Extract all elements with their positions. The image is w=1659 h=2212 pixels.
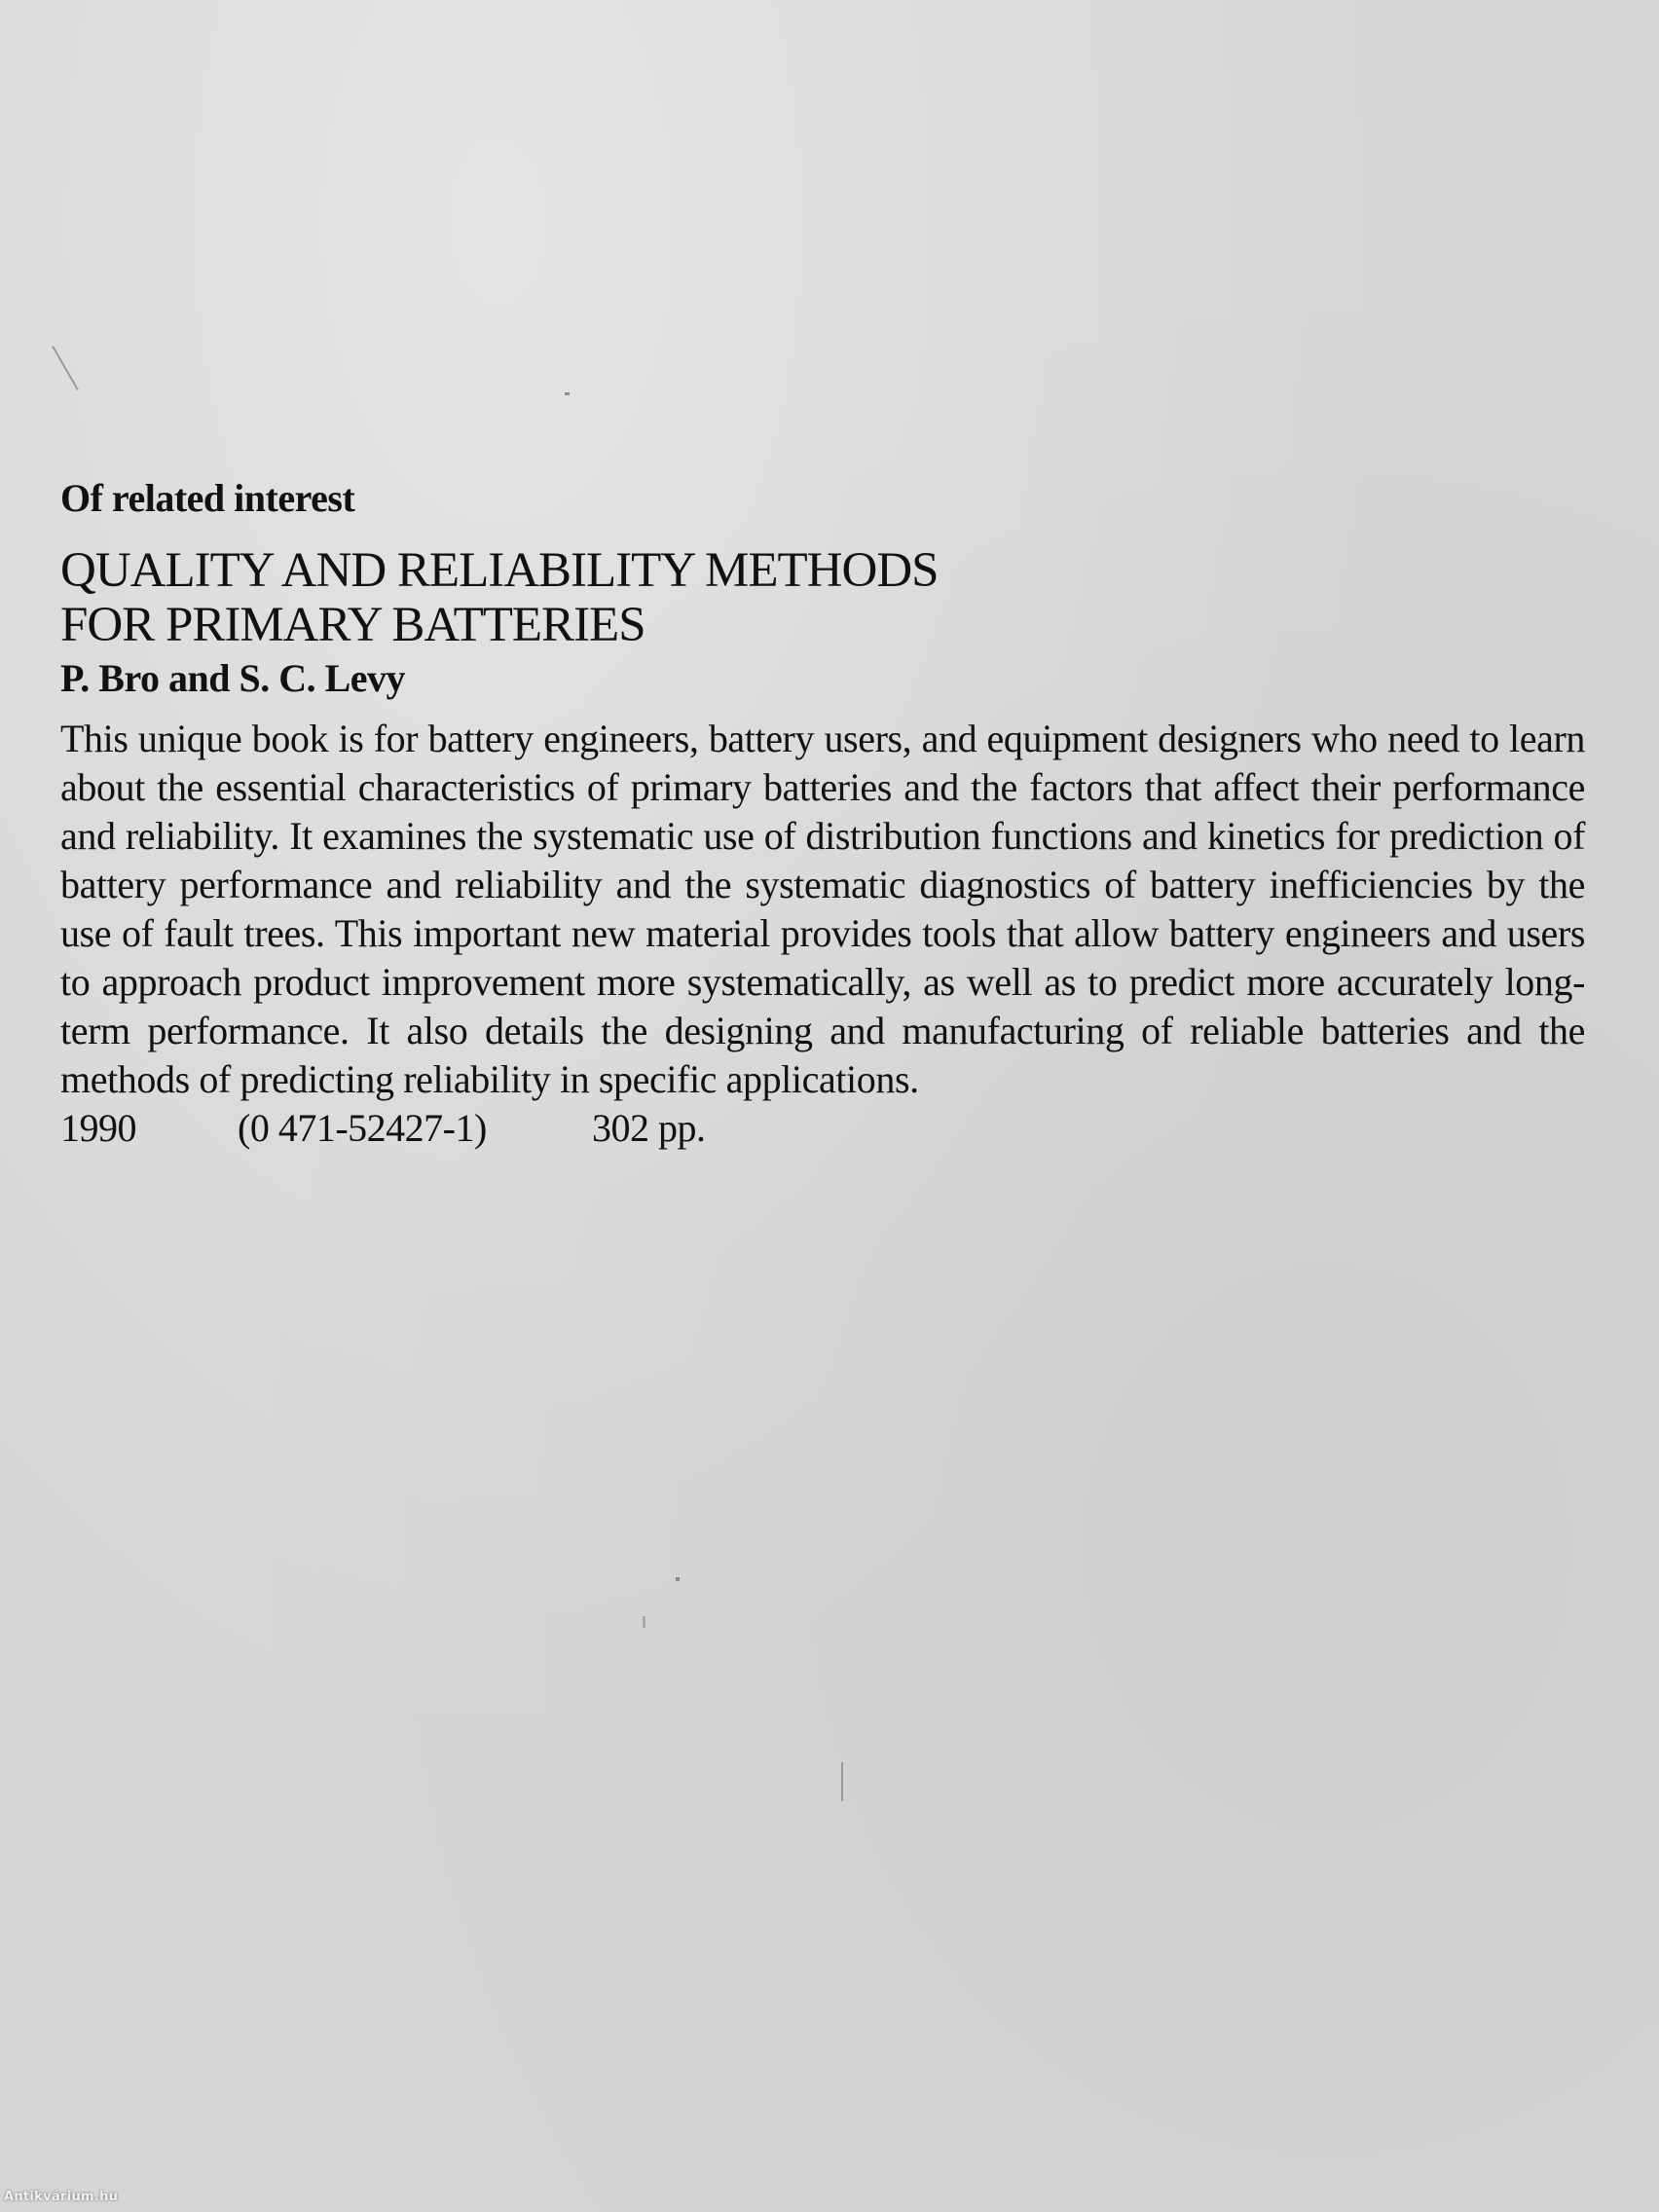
isbn: (0 471-52427-1) [238,1106,487,1150]
publication-year: 1990 [60,1106,136,1150]
book-publication-info [60,1104,1585,1155]
book-description: This unique book is for battery engineers, battery users, and equipment designers who need to learn about the essential characteristics of primary batteries and the factors that affect their performance and reliability. It examines the systematic use of distribution functions and kinetics for prediction of battery performance and reliability and the systematic diagnostics of battery inefficiencies by the use of fault trees. This important new material provides tools that allow battery engineers and users to approach product improvement more systematically, as well as to predict more accurately long-term performance. It also details the designing and manufacturing of reliable batteries and the methods of predicting reliability in specific applications. [60,717,1585,1101]
paper-speck [565,392,570,395]
paper-speck [643,1616,645,1628]
book-title [60,543,1585,652]
section-label: Of related interest [60,476,355,520]
related-book-notice [60,475,1585,1155]
book-authors: P. Bro and S. C. Levy [60,656,406,700]
paper-speck [52,346,79,390]
page-count: 302 pp. [592,1106,706,1150]
book-title-line-1: QUALITY AND RELIABILITY METHODS [60,543,939,598]
watermark: Antikvárium.hu [4,2190,119,2204]
book-title-line-2: FOR PRIMARY BATTERIES [60,598,645,652]
paper-speck [676,1577,680,1581]
paper-speck [841,1762,843,1801]
